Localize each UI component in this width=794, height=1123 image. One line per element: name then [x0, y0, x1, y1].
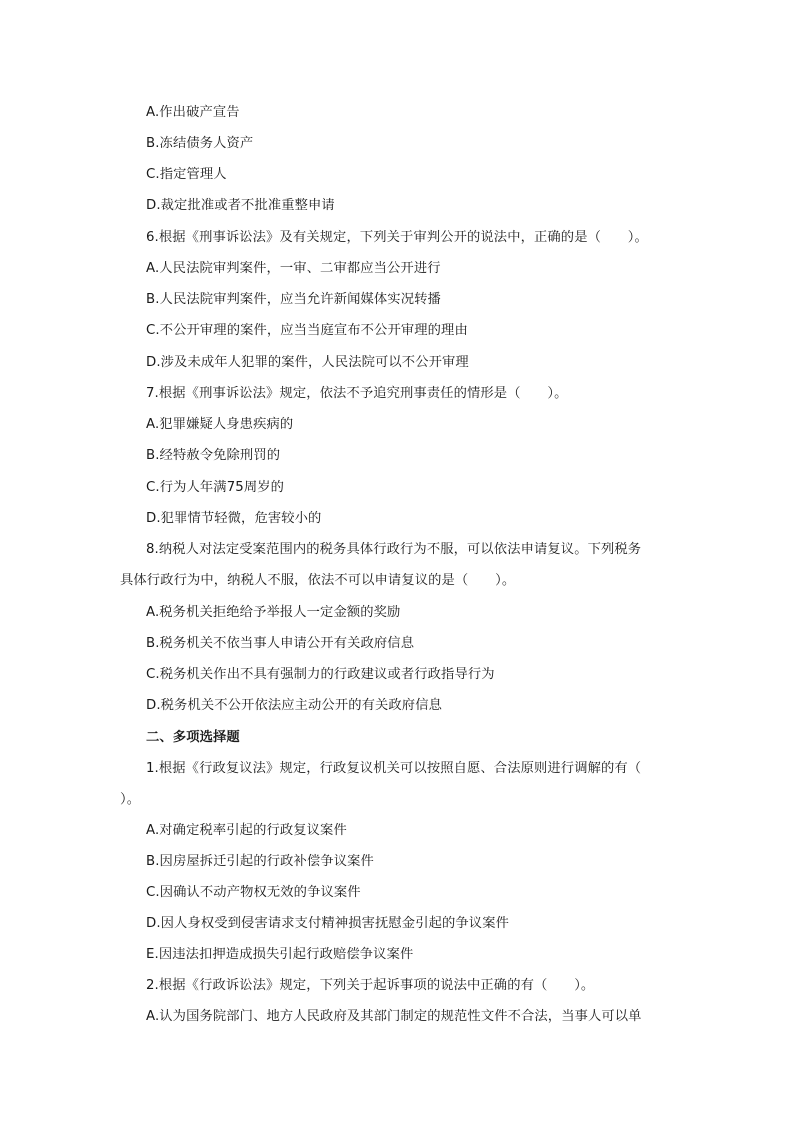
q6-option-b: B.人民法院审判案件，应当允许新闻媒体实况转播	[146, 292, 441, 307]
q8-option-c: C.税务机关作出不具有强制力的行政建议或者行政指导行为	[146, 667, 495, 682]
q8-option-a: A.税务机关拒绝给予举报人一定金额的奖励	[146, 605, 401, 620]
q6-option-d: D.涉及未成年人犯罪的案件，人民法院可以不公开审理	[146, 355, 469, 370]
m1-option-a: A.对确定税率引起的行政复议案件	[146, 823, 347, 838]
m1-stem-line1: 1.根据《行政复议法》规定，行政复议机关可以按照自愿、合法原则进行调解的有（	[146, 761, 642, 776]
q6-option-a: A.人民法院审判案件，一审、二审都应当公开进行	[146, 261, 441, 276]
m1-option-b: B.因房屋拆迁引起的行政补偿争议案件	[146, 854, 374, 869]
q5-option-c: C.指定管理人	[146, 167, 227, 182]
q5-option-b: B.冻结债务人资产	[146, 136, 254, 151]
q8-option-b: B.税务机关不依当事人申请公开有关政府信息	[146, 636, 415, 651]
q7-option-d: D.犯罪情节轻微，危害较小的	[146, 511, 322, 526]
m1-stem-line2: ）。	[120, 792, 141, 807]
m1-option-e: E.因违法扣押造成损失引起行政赔偿争议案件	[146, 947, 414, 962]
q6-stem: 6.根据《刑事诉讼法》及有关规定，下列关于审判公开的说法中，正确的是（ ）。	[146, 230, 648, 245]
m1-option-c: C.因确认不动产物权无效的争议案件	[146, 885, 361, 900]
q5-option-d: D.裁定批准或者不批准重整申请	[146, 198, 335, 213]
section-heading: 二、多项选择题	[146, 730, 240, 745]
q6-option-c: C.不公开审理的案件，应当当庭宣布不公开审理的理由	[146, 323, 468, 338]
q7-stem: 7.根据《刑事诉讼法》规定，依法不予追究刑事责任的情形是（ ）。	[146, 386, 568, 401]
q7-option-c: C.行为人年满75周岁的	[146, 480, 285, 495]
q8-stem-line1: 8.纳税人对法定受案范围内的税务具体行政行为不服，可以依法申请复议。下列税务	[146, 542, 642, 557]
q7-option-a: A.犯罪嫌疑人身患疾病的	[146, 417, 294, 432]
q8-option-d: D.税务机关不公开依法应主动公开的有关政府信息	[146, 698, 442, 713]
q8-stem-line2: 具体行政行为中，纳税人不服，依法不可以申请复议的是（ ）。	[120, 573, 516, 588]
q7-option-b: B.经特赦令免除刑罚的	[146, 448, 281, 463]
m2-option-a-line1: A.认为国务院部门、地方人民政府及其部门制定的规范性文件不合法，当事人可以单	[146, 1009, 642, 1024]
q5-option-a: A.作出破产宣告	[146, 105, 240, 120]
m2-stem: 2.根据《行政诉讼法》规定，下列关于起诉事项的说法中正确的有（ ）。	[146, 978, 595, 993]
m1-option-d: D.因人身权受到侵害请求支付精神损害抚慰金引起的争议案件	[146, 916, 509, 931]
